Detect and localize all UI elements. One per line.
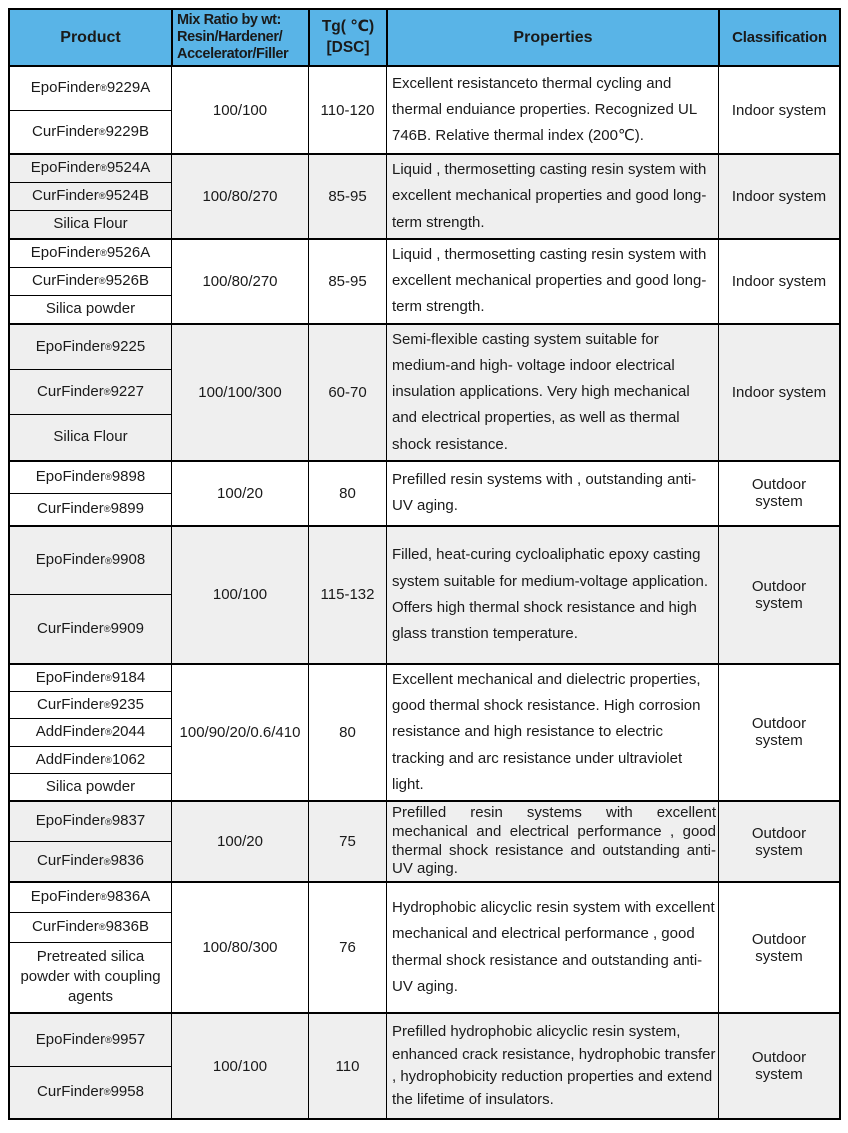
product-cell-stack [10, 67, 171, 153]
product-cell-stack [10, 883, 171, 1012]
classification-cell: Indoor system [718, 240, 839, 323]
properties-cell [386, 67, 718, 153]
header-mix-line-3: Accelerator/Filler [177, 46, 289, 63]
tg-cell: 75 [308, 802, 386, 881]
product-name: CurFinder ® 9836B [10, 913, 171, 943]
product-name: EpoFinder ® 9836A [10, 883, 171, 913]
header-tg-line-2: [DSC] [326, 38, 370, 56]
product-name: Silica powder [45, 299, 136, 317]
product-name: CurFinder ® 9227 [10, 370, 171, 415]
tg-cell: 85-95 [308, 155, 386, 238]
table-row-group [10, 323, 839, 460]
tg-cell: 80 [308, 462, 386, 525]
product-cell-stack [10, 325, 171, 460]
table-row-group [10, 881, 839, 1012]
properties-cell [386, 527, 718, 663]
header-tg [308, 10, 386, 65]
product-name: CurFinder ® 9235 [10, 692, 171, 719]
classification-cell: Outdoor system [718, 883, 839, 1012]
properties-text: Semi-flexible casting system suitable for medium-and high- voltage indoor electrical insulation applications. Very high mechanical and electrical properties, as well as thermal shock resistance. [392, 330, 690, 453]
classification-cell: Indoor system [718, 67, 839, 153]
header-mix-ratio [171, 10, 308, 65]
tg-cell: 80 [308, 665, 386, 800]
mix-ratio-cell: 100/100 [171, 67, 308, 153]
product-name: EpoFinder ® 9837 [10, 802, 171, 842]
classification-cell: Outdoor system [718, 665, 839, 800]
product-name: EpoFinder ® 9526A [10, 240, 171, 268]
tg-cell: 76 [308, 883, 386, 1012]
table-row-group [10, 800, 839, 881]
product-name: CurFinder ® 9524B [10, 183, 171, 211]
properties-text: Prefilled hydrophobic alicyclic resin system, enhanced crack resistance, hydrophobic transfer , hydrophobicity reduction properties and extend the lifetime of insulators. [392, 1023, 716, 1108]
product-name: CurFinder ® 9958 [37, 1083, 144, 1101]
header-classification: Classification [718, 10, 839, 65]
header-properties: Properties [386, 10, 718, 65]
mix-ratio-cell: 100/80/270 [171, 155, 308, 238]
table-row-group [10, 525, 839, 663]
classification-cell: Indoor system [718, 155, 839, 238]
mix-ratio-cell: 100/100/300 [171, 325, 308, 460]
product-name: CurFinder ® 9526B [10, 268, 171, 296]
product-name: EpoFinder ® 9898 [10, 462, 171, 494]
table-row-group [10, 1012, 839, 1118]
tg-cell: 85-95 [308, 240, 386, 323]
mix-ratio-cell: 100/100 [171, 527, 308, 663]
properties-text: Prefilled resin systems with , outstanding anti-UV aging. [392, 471, 697, 515]
header-product: Product [60, 28, 121, 46]
properties-text: Filled, heat-curing cycloaliphatic epoxy casting system suitable for medium-voltage application. Offers high thermal shock resistance and high glass transtion temperature. [392, 546, 708, 642]
product-cell-stack [10, 462, 171, 525]
table-row-group [10, 238, 839, 323]
product-name: CurFinder ® 9229B [32, 122, 149, 140]
tg-cell: 110 [308, 1014, 386, 1118]
table-body [10, 65, 839, 1118]
product-spec-table [8, 8, 841, 1120]
table-header-row [10, 10, 839, 65]
classification-cell: Outdoor system [718, 802, 839, 881]
properties-cell [386, 240, 718, 323]
table-row-group [10, 153, 839, 238]
product-name: EpoFinder ® 9225 [10, 325, 171, 370]
classification-cell: Outdoor system [718, 1014, 839, 1118]
product-cell-stack [10, 1014, 171, 1118]
properties-cell [386, 1014, 718, 1118]
properties-cell [386, 802, 718, 881]
product-cell-stack [10, 802, 171, 881]
table-row-group [10, 65, 839, 153]
product-name: EpoFinder ® 9524A [10, 155, 171, 183]
product-name: CurFinder ® 9836 [37, 852, 144, 870]
header-mix-line-1: Mix Ratio by wt: [177, 11, 281, 28]
mix-ratio-cell: 100/80/270 [171, 240, 308, 323]
product-name: EpoFinder ® 9908 [10, 527, 171, 596]
properties-cell [386, 325, 718, 460]
properties-text: Prefilled resin systems with excellent mechanical and electrical performance , good thermal shock resistance and outstanding anti-UV aging. [392, 804, 716, 878]
classification-cell: Indoor system [718, 325, 839, 460]
mix-ratio-cell: 100/90/20/0.6/410 [171, 665, 308, 800]
tg-cell: 115-132 [308, 527, 386, 663]
classification-cell: Outdoor system [718, 527, 839, 663]
mix-ratio-cell: 100/20 [171, 802, 308, 881]
product-name: CurFinder ® 9909 [37, 619, 144, 637]
product-name: Pretreated silica powder with coupling agents [20, 947, 161, 1006]
tg-cell: 60-70 [308, 325, 386, 460]
product-cell-stack [10, 527, 171, 663]
properties-text: Liquid , thermosetting casting resin system with excellent mechanical properties and good long-term strength. [392, 245, 707, 316]
properties-text: Excellent resistanceto thermal cycling and thermal enduiance properties. Recognized UL 746B. Relative thermal index (200℃). [392, 74, 697, 145]
product-name: Silica powder [45, 777, 136, 795]
mix-ratio-cell: 100/20 [171, 462, 308, 525]
product-cell-stack [10, 665, 171, 800]
mix-ratio-cell: 100/80/300 [171, 883, 308, 1012]
properties-cell [386, 883, 718, 1012]
product-name: AddFinder ® 1062 [10, 747, 171, 774]
properties-cell [386, 155, 718, 238]
properties-text: Liquid , thermosetting casting resin system with excellent mechanical properties and good long-term strength. [392, 161, 707, 231]
table-row-group [10, 663, 839, 800]
table-row-group [10, 460, 839, 525]
tg-cell: 110-120 [308, 67, 386, 153]
mix-ratio-cell: 100/100 [171, 1014, 308, 1118]
product-name: Silica Flour [53, 428, 128, 446]
product-name: Silica Flour [53, 215, 128, 233]
product-cell-stack [10, 155, 171, 238]
properties-cell [386, 665, 718, 800]
header-tg-line-1: Tg( ℃) [321, 17, 375, 35]
properties-text: Hydrophobic alicyclic resin system with excellent mechanical and electrical performance , good thermal shock resistance and outstanding anti-UV aging. [392, 899, 715, 995]
classification-cell: Outdoor system [718, 462, 839, 525]
properties-text: Excellent mechanical and dielectric properties, good thermal shock resistance. High corrosion resistance and high resistance to electric tracking and arc resistance under ultraviolet light. [392, 670, 701, 793]
product-name: EpoFinder ® 9957 [10, 1014, 171, 1067]
product-name: EpoFinder ® 9184 [10, 665, 171, 692]
product-name: EpoFinder ® 9229A [10, 67, 171, 111]
properties-cell [386, 462, 718, 525]
header-mix-line-2: Resin/Hardener/ [177, 28, 283, 45]
product-cell-stack [10, 240, 171, 323]
product-name: CurFinder ® 9899 [37, 500, 144, 518]
product-name: AddFinder ® 2044 [10, 719, 171, 746]
